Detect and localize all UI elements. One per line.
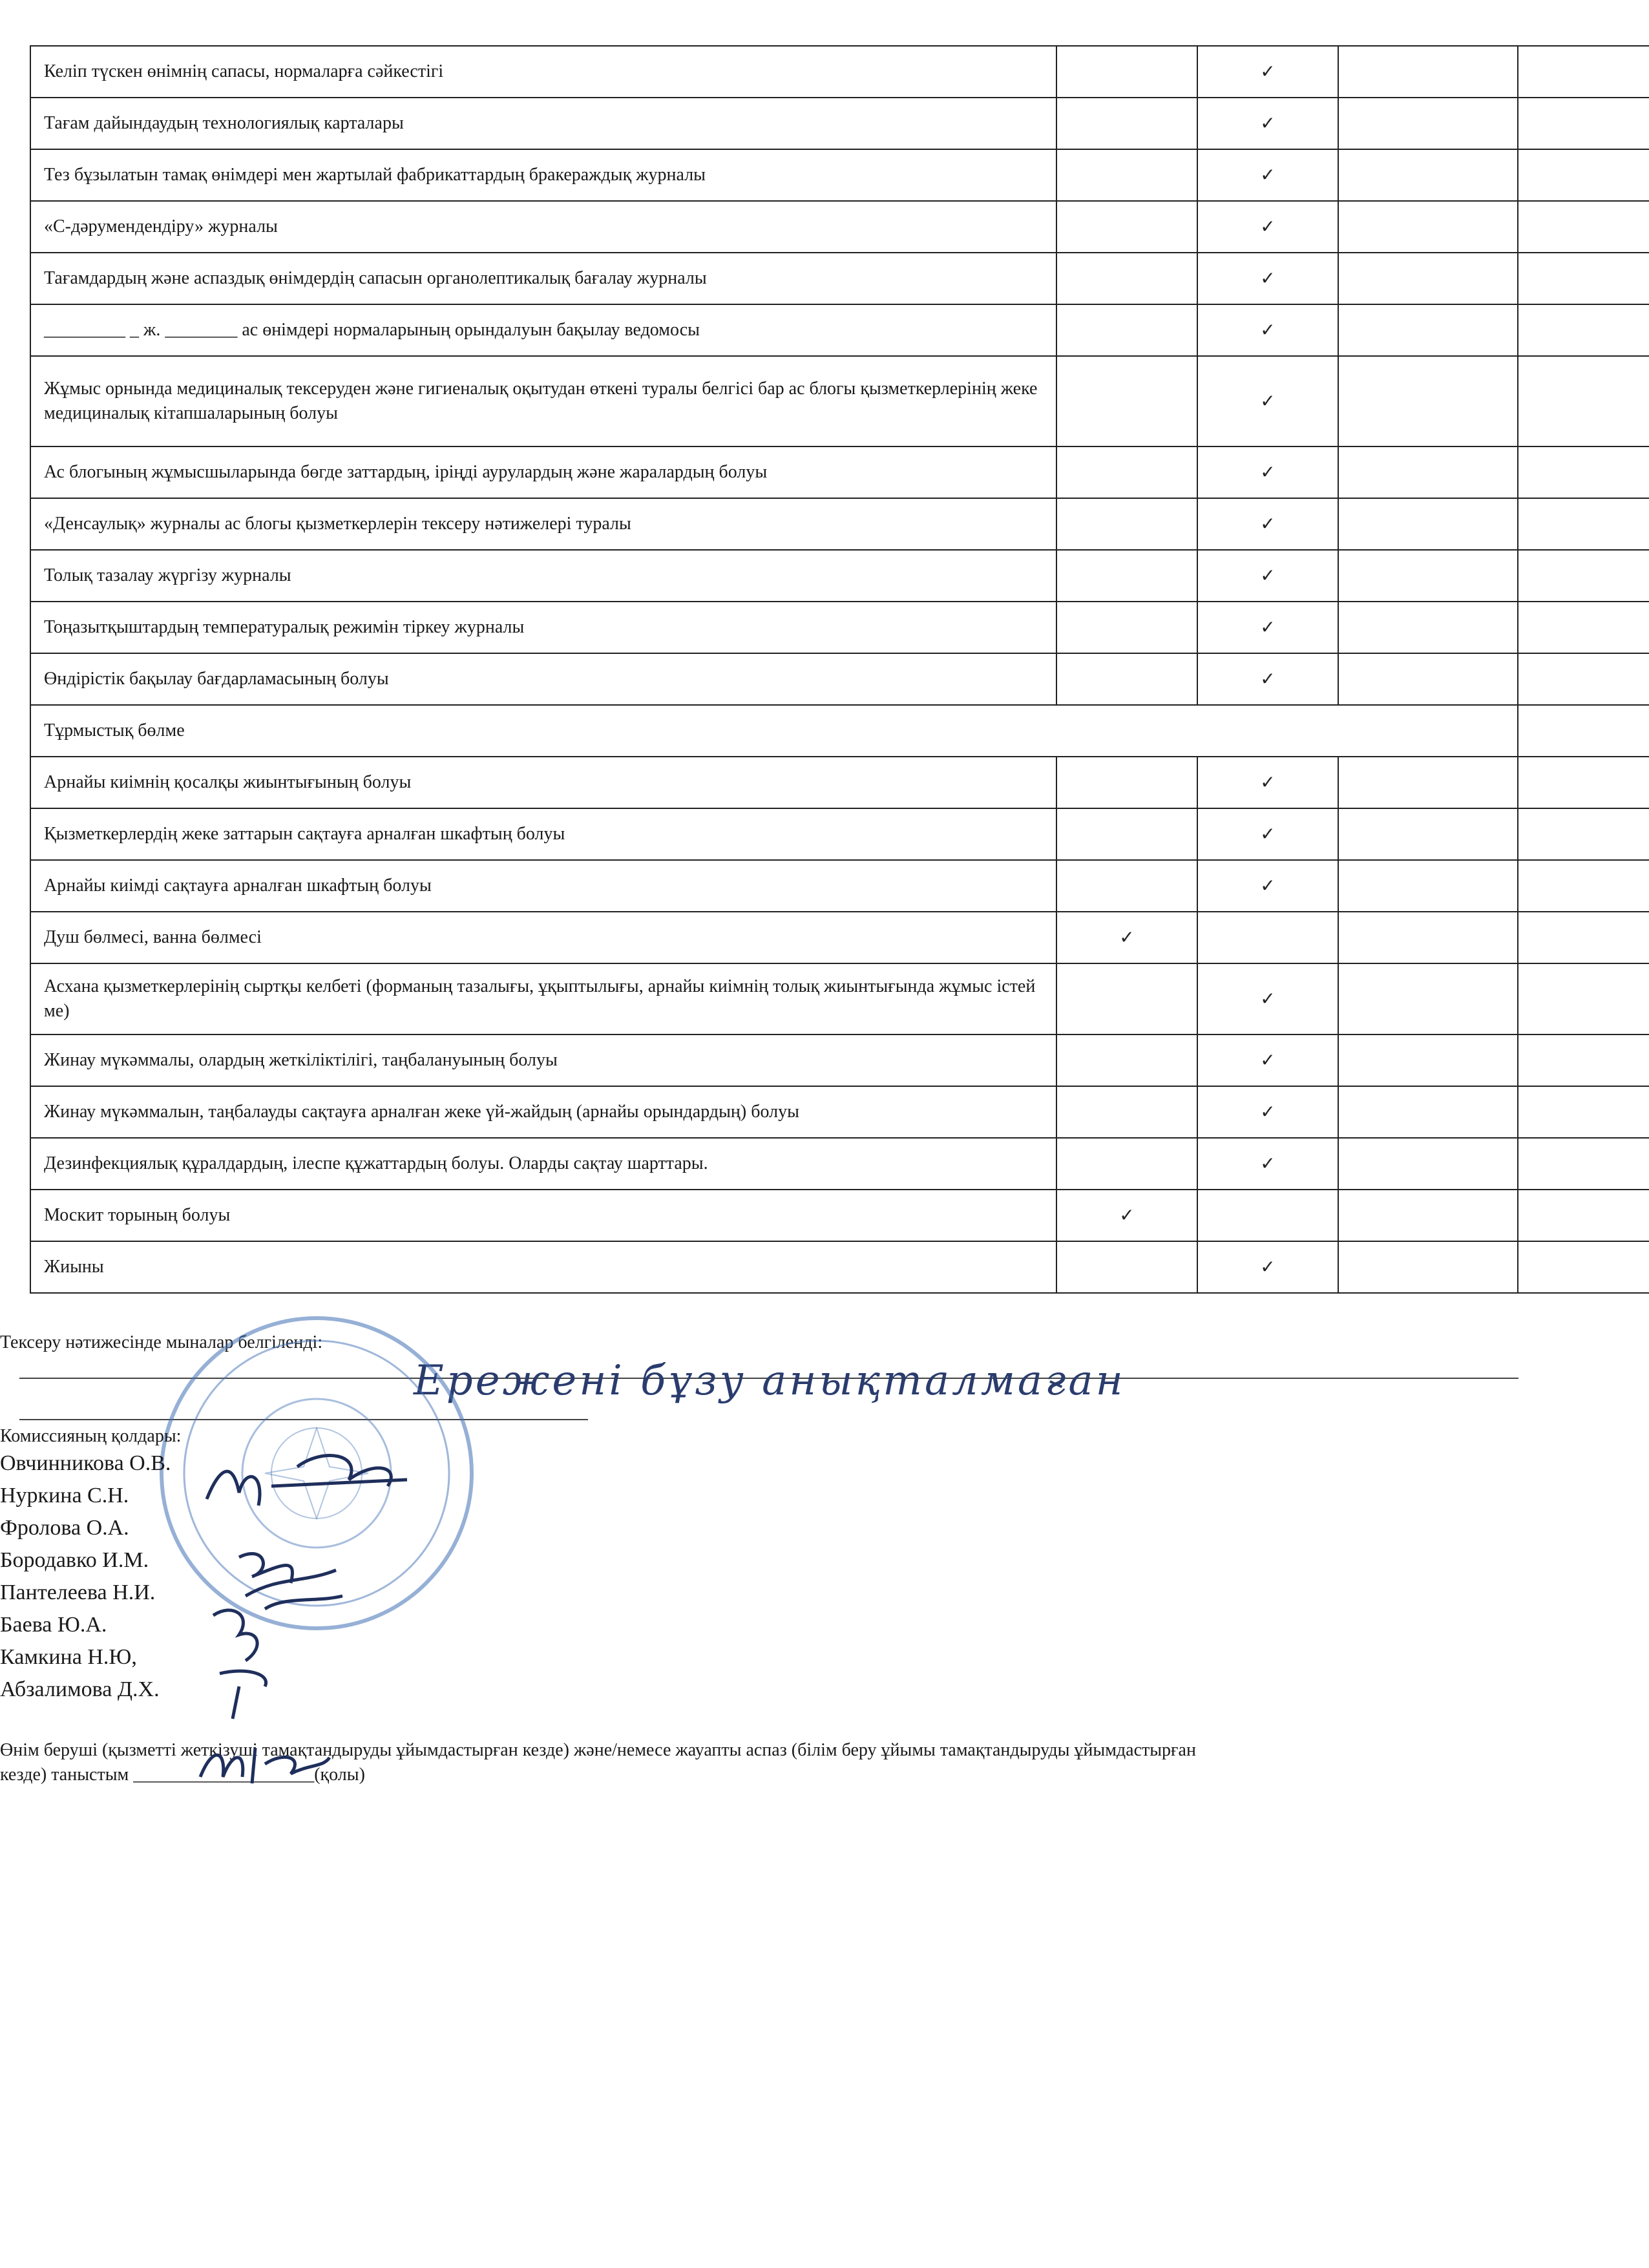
cell-empty: [1056, 808, 1197, 860]
row-label: Асхана қызметкерлерінің сыртқы келбеті (форманың тазалығы, ұқыптылығы, арнайы киімнің толық жиынтығында жұмыс істей ме): [30, 963, 1056, 1034]
commission-member: Пантелеева Н.И.: [0, 1580, 156, 1604]
check-mark-icon: ✓: [1197, 356, 1338, 446]
table-row: [30, 98, 1649, 149]
check-mark-icon: ✓: [1197, 1241, 1338, 1293]
row-label: Жиыны: [30, 1241, 1056, 1293]
table-row: [30, 446, 1649, 498]
cell-empty: [1056, 860, 1197, 912]
cell-empty: [1056, 253, 1197, 304]
row-label: Қызметкерлердің жеке заттарын сақтауға арналған шкафтың болуы: [30, 808, 1056, 860]
cell-empty: [1518, 602, 1649, 653]
cell-empty: [1338, 1190, 1518, 1241]
check-mark-icon: ✓: [1197, 550, 1338, 602]
row-label: Келіп түскен өнімнің сапасы, нормаларға сәйкестігі: [30, 46, 1056, 98]
cell-empty: [1197, 912, 1338, 963]
row-label: «С-дәрумендендіру» журналы: [30, 201, 1056, 253]
checklist-table: [30, 45, 1649, 1294]
table-row: [30, 498, 1649, 550]
check-mark-icon: ✓: [1197, 446, 1338, 498]
check-mark-icon: ✓: [1197, 1034, 1338, 1086]
cell-empty: [1518, 253, 1649, 304]
commission-member: Нуркина С.Н.: [0, 1484, 129, 1507]
check-mark-icon: ✓: [1197, 98, 1338, 149]
commission-member: Овчинникова О.В.: [0, 1451, 171, 1475]
check-mark-icon: ✓: [1056, 912, 1197, 963]
commission-label: Комиссияның қолдары:: [0, 1426, 182, 1446]
cell-empty: [1338, 149, 1518, 201]
cell-empty: [1056, 1241, 1197, 1293]
row-label: «Денсаулық» журналы ас блогы қызметкерлерін тексеру нәтижелері туралы: [30, 498, 1056, 550]
row-label: Арнайы киімді сақтауға арналған шкафтың болуы: [30, 860, 1056, 912]
check-mark-icon: ✓: [1197, 498, 1338, 550]
cell-empty: [1518, 1086, 1649, 1138]
cell-empty: [1056, 602, 1197, 653]
cell-empty: [1338, 1138, 1518, 1190]
cell-empty: [1518, 1138, 1649, 1190]
findings-label: Тексеру нәтижесінде мыналар белгіленді:: [0, 1332, 323, 1352]
check-mark-icon: ✓: [1056, 1190, 1197, 1241]
row-label: Жинау мүкәммалын, таңбалауды сақтауға арналған жеке үй-жайдың (арнайы орындардың) болуы: [30, 1086, 1056, 1138]
table-row: [30, 1241, 1649, 1293]
table-row: [30, 253, 1649, 304]
cell-empty: [1338, 253, 1518, 304]
cell-empty: [1518, 705, 1649, 757]
cell-empty: [1338, 98, 1518, 149]
table-row: [30, 1190, 1649, 1241]
table-row: [30, 149, 1649, 201]
table-row: [30, 602, 1649, 653]
cell-empty: [1056, 963, 1197, 1034]
row-label: Жинау мүкәммалы, олардың жеткіліктілігі, таңбалануының болуы: [30, 1034, 1056, 1086]
section-label: Тұрмыстық бөлме: [30, 705, 1518, 757]
check-mark-icon: ✓: [1197, 602, 1338, 653]
row-label: Тағам дайындаудың технологиялық карталары: [30, 98, 1056, 149]
cell-empty: [1518, 356, 1649, 446]
check-mark-icon: ✓: [1197, 201, 1338, 253]
cell-empty: [1056, 446, 1197, 498]
signature-kamkina: [194, 1596, 297, 1725]
table-row: [30, 356, 1649, 446]
cell-empty: [1338, 1034, 1518, 1086]
row-label: Жұмыс орнында медициналық тексеруден және гигиеналық оқытудан өткені туралы белгісі бар ас блогы қызметкерлерінің жеке медициналық кітапшаларының болуы: [30, 356, 1056, 446]
check-mark-icon: ✓: [1197, 963, 1338, 1034]
cell-empty: [1338, 860, 1518, 912]
cell-empty: [1338, 912, 1518, 963]
row-label: Арнайы киімнің қосалқы жиынтығының болуы: [30, 757, 1056, 808]
table-row: [30, 550, 1649, 602]
table-row: [30, 757, 1649, 808]
table-row: [30, 860, 1649, 912]
findings-handwritten-text: Ережені бұзу анықталмаған: [414, 1357, 1126, 1405]
check-mark-icon: ✓: [1197, 46, 1338, 98]
cell-empty: [1518, 149, 1649, 201]
cell-empty: [1056, 757, 1197, 808]
signature-ovchinnikova: [194, 1441, 426, 1518]
signature-cook: [194, 1738, 336, 1790]
commission-member: Фролова О.А.: [0, 1516, 129, 1540]
cell-empty: [1338, 550, 1518, 602]
cell-empty: [1518, 963, 1649, 1034]
cell-empty: [1518, 201, 1649, 253]
table-row: [30, 912, 1649, 963]
table-row: [30, 808, 1649, 860]
cell-empty: [1056, 201, 1197, 253]
check-mark-icon: ✓: [1197, 1086, 1338, 1138]
cell-empty: [1197, 1190, 1338, 1241]
commission-member: Бородавко И.М.: [0, 1548, 149, 1572]
footer-line-1: Өнім беруші (қызметті жеткізуші тамақтандыруды ұйымдастырған кезде) және/немесе жауапты аспаз (білім беру ұйымы тамақтандыруды ұйымдастырған: [0, 1740, 1196, 1760]
cell-empty: [1056, 356, 1197, 446]
cell-empty: [1518, 1034, 1649, 1086]
row-label: Душ бөлмесі, ванна бөлмесі: [30, 912, 1056, 963]
row-label: Дезинфекциялық құралдардың, ілеспе құжаттардың болуы. Оларды сақтау шарттары.: [30, 1138, 1056, 1190]
cell-empty: [1338, 46, 1518, 98]
commission-member: Абзалимова Д.Х.: [0, 1677, 160, 1701]
check-mark-icon: ✓: [1197, 149, 1338, 201]
footer-line-2-start: кезде) таныстым: [0, 1765, 129, 1785]
table-row: [30, 304, 1649, 356]
row-label: Тез бұзылатын тамақ өнімдері мен жартылай фабрикаттардың бракераждық журналы: [30, 149, 1056, 201]
cell-empty: [1518, 446, 1649, 498]
cell-empty: [1518, 304, 1649, 356]
commission-member: Камкина Н.Ю,: [0, 1645, 137, 1669]
check-mark-icon: ✓: [1197, 253, 1338, 304]
table-row: [30, 653, 1649, 705]
table-row: [30, 46, 1649, 98]
table-row: [30, 1138, 1649, 1190]
cell-empty: [1056, 550, 1197, 602]
row-label: Толық тазалау жүргізу журналы: [30, 550, 1056, 602]
cell-empty: [1338, 201, 1518, 253]
cell-empty: [1518, 550, 1649, 602]
cell-empty: [1338, 304, 1518, 356]
row-label: _________ _ ж. ________ ас өнімдері нормаларының орындалуын бақылау ведомосы: [30, 304, 1056, 356]
check-mark-icon: ✓: [1197, 1138, 1338, 1190]
cell-empty: [1518, 912, 1649, 963]
cell-empty: [1518, 498, 1649, 550]
cell-empty: [1518, 46, 1649, 98]
cell-empty: [1056, 46, 1197, 98]
check-mark-icon: ✓: [1197, 304, 1338, 356]
cell-empty: [1518, 757, 1649, 808]
row-label: Москит торының болуы: [30, 1190, 1056, 1241]
cell-empty: [1056, 498, 1197, 550]
cell-empty: [1056, 1138, 1197, 1190]
cell-empty: [1338, 602, 1518, 653]
table-row: [30, 201, 1649, 253]
cell-empty: [1518, 653, 1649, 705]
cell-empty: [1056, 653, 1197, 705]
cell-empty: [1338, 1086, 1518, 1138]
check-mark-icon: ✓: [1197, 860, 1338, 912]
cell-empty: [1056, 149, 1197, 201]
cell-empty: [1518, 860, 1649, 912]
section-row: [30, 705, 1649, 757]
cell-empty: [1056, 304, 1197, 356]
cell-empty: [1056, 98, 1197, 149]
footer-signature-blank: ____________________: [133, 1765, 315, 1785]
cell-empty: [1518, 808, 1649, 860]
commission-member: Баева Ю.А.: [0, 1613, 107, 1637]
row-label: Ас блогының жұмысшыларында бөгде заттардың, іріңді аурулардың және жаралардың болуы: [30, 446, 1056, 498]
row-label: Өндірістік бақылау бағдарламасының болуы: [30, 653, 1056, 705]
cell-empty: [1338, 653, 1518, 705]
cell-empty: [1338, 446, 1518, 498]
check-mark-icon: ✓: [1197, 653, 1338, 705]
cell-empty: [1338, 498, 1518, 550]
cell-empty: [1338, 1241, 1518, 1293]
cell-empty: [1518, 1241, 1649, 1293]
cell-empty: [1056, 1034, 1197, 1086]
cell-empty: [1518, 1190, 1649, 1241]
row-label: Тоңазытқыштардың температуралық режимін тіркеу журналы: [30, 602, 1056, 653]
cell-empty: [1338, 963, 1518, 1034]
footer-line-2-end: (қолы): [314, 1765, 365, 1785]
cell-empty: [1056, 1086, 1197, 1138]
check-mark-icon: ✓: [1197, 757, 1338, 808]
cell-empty: [1338, 757, 1518, 808]
cell-empty: [1518, 98, 1649, 149]
row-label: Тағамдардың және аспаздық өнімдердің сапасын органолептикалық бағалау журналы: [30, 253, 1056, 304]
table-row: [30, 1034, 1649, 1086]
table-row: [30, 1086, 1649, 1138]
check-mark-icon: ✓: [1197, 808, 1338, 860]
table-row: [30, 963, 1649, 1034]
cell-empty: [1338, 356, 1518, 446]
cell-empty: [1338, 808, 1518, 860]
